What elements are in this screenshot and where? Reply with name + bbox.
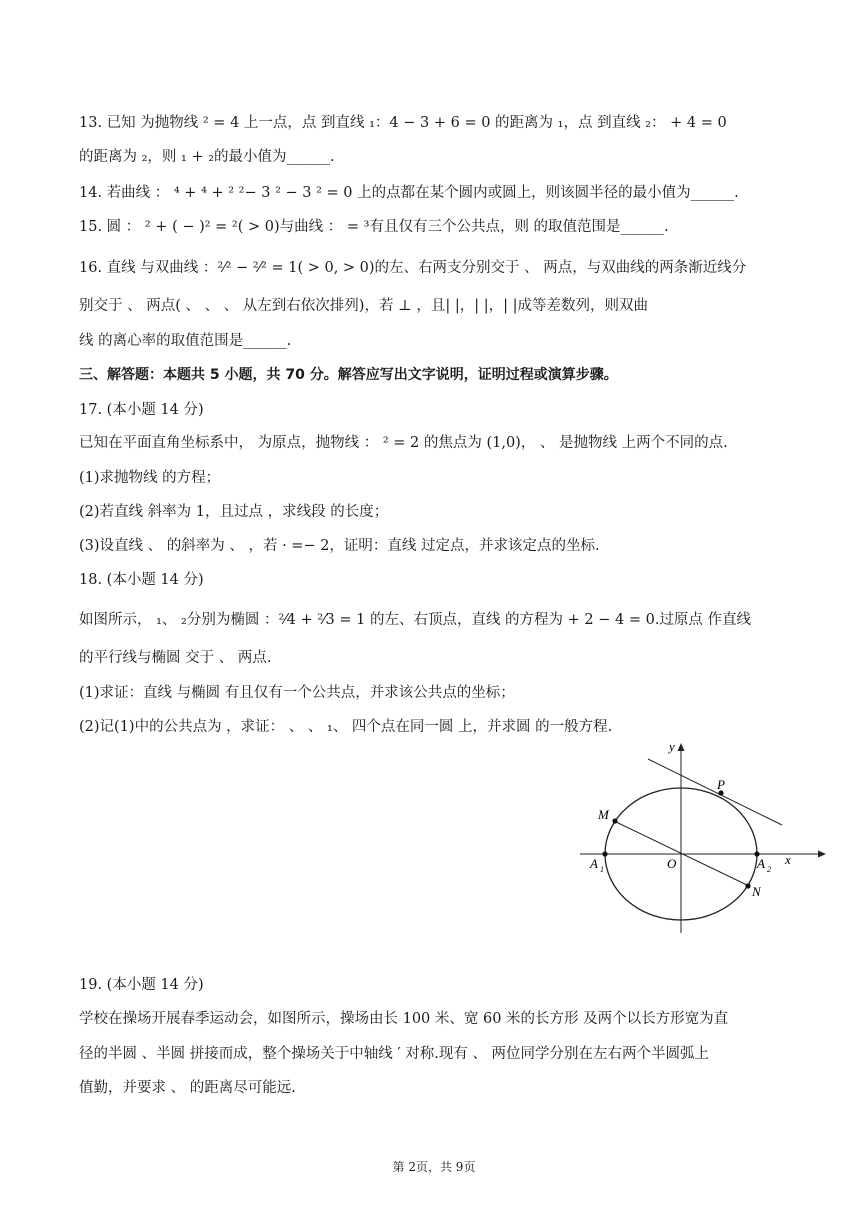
point-n (745, 883, 750, 888)
x-axis-arrow (818, 851, 826, 858)
q18-part2: (2)记(1)中的公共点为 ，求证： 、 、 ₁、 四个点在同一圆 上，并求圆 的一般方程. (79, 719, 613, 735)
label-y: y (669, 739, 675, 754)
q18-part1: (1)求证：直线 与椭圆 有且仅有一个公共点，并求该公共点的坐标； (79, 685, 515, 701)
label-a2: A (757, 856, 765, 871)
page-footer: 第 2页，共 9页 (392, 1160, 476, 1174)
point-a1 (602, 851, 607, 856)
q19-header: 19. (本小题 14 分) (79, 977, 204, 993)
q17-part3: (3)设直线 、 的斜率为 、 ，若 · =− 2，证明：直线 过定点，并求该定点的坐标. (79, 538, 600, 554)
q17-stem: 已知在平面直角坐标系中， 为原点，抛物线 ： ² = 2 的焦点为 (1,0)， 、 是抛物线 上两个不同的点. (79, 435, 728, 451)
q13-line1: 13. 已知 为抛物线 ² = 4 上一点，点 到直线 ₁：4 − 3 + 6 = 0 的距离为 ₁，点 到直线 ₂： + 4 = 0 (79, 115, 727, 131)
q15-line: 15. 圆 ： ² + ( − )² = ²( > 0)与曲线 ： = ³有且仅有三个公共点，则 的取值范围是______. (79, 219, 669, 235)
q16-line1: 16. 直线 与双曲线 ：²⁄² − ²⁄² = 1( > 0, > 0)的左、右两支分别交于 、 两点，与双曲线的两条渐近线分 (79, 260, 747, 276)
q16-line2: 别交于 、 两点( 、 、 、 从左到右依次排列)，若 ⊥ ，且| |，| |，| |成等差数列，则双曲 (79, 298, 648, 314)
label-a1: A (590, 856, 598, 871)
q18-header: 18. (本小题 14 分) (79, 572, 204, 588)
q17-header: 17. (本小题 14 分) (79, 402, 204, 418)
label-m: M (598, 807, 609, 822)
q18-stem2: 的平行线与椭圆 交于 、 两点. (79, 650, 272, 666)
point-m (612, 818, 617, 823)
ellipse-figure (570, 735, 830, 940)
label-a2-sub: 2 (767, 865, 771, 874)
label-p: P (717, 777, 725, 792)
q16-line3: 线 的离心率的取值范围是______. (79, 333, 292, 349)
q14-line: 14. 若曲线 ： ⁴ + ⁴ + ² ²− 3 ² − 3 ² = 0 上的点都在某个圆内或圆上，则该圆半径的最小值为______. (79, 185, 739, 201)
q19-stem3: 值勤，并要求 、 的距离尽可能远. (79, 1080, 296, 1096)
tangent-line (648, 759, 782, 825)
q19-stem2: 径的半圆 、半圆 拼接而成，整个操场关于中轴线 ′ 对称.现有 、 两位同学分别在左右两个半圆弧上 (79, 1046, 710, 1062)
label-a1-sub: 1 (600, 865, 604, 874)
q19-stem1: 学校在操场开展春季运动会，如图所示，操场由长 100 米、宽 60 米的长方形 及两个以长方形宽为直 (79, 1011, 729, 1027)
q17-part2: (2)若直线 斜率为 1，且过点 ，求线段 的长度； (79, 504, 389, 520)
q17-part1: (1)求抛物线 的方程； (79, 470, 221, 486)
q13-line2: 的距离为 ₂，则 ₁ + ₂的最小值为______. (79, 149, 335, 165)
section-3-heading: 三、解答题：本题共 5 小题，共 70 分。解答应写出文字说明，证明过程或演算步骤。 (79, 367, 618, 383)
y-axis-arrow (678, 743, 685, 751)
label-o: O (667, 856, 677, 871)
label-n: N (752, 884, 761, 899)
label-x: x (785, 852, 791, 867)
q18-stem1: 如图所示， ₁、 ₂分别为椭圆 ：²⁄4 + ²⁄3 = 1 的左、右顶点，直线 的方程为 + 2 − 4 = 0.过原点 作直线 (79, 612, 752, 628)
